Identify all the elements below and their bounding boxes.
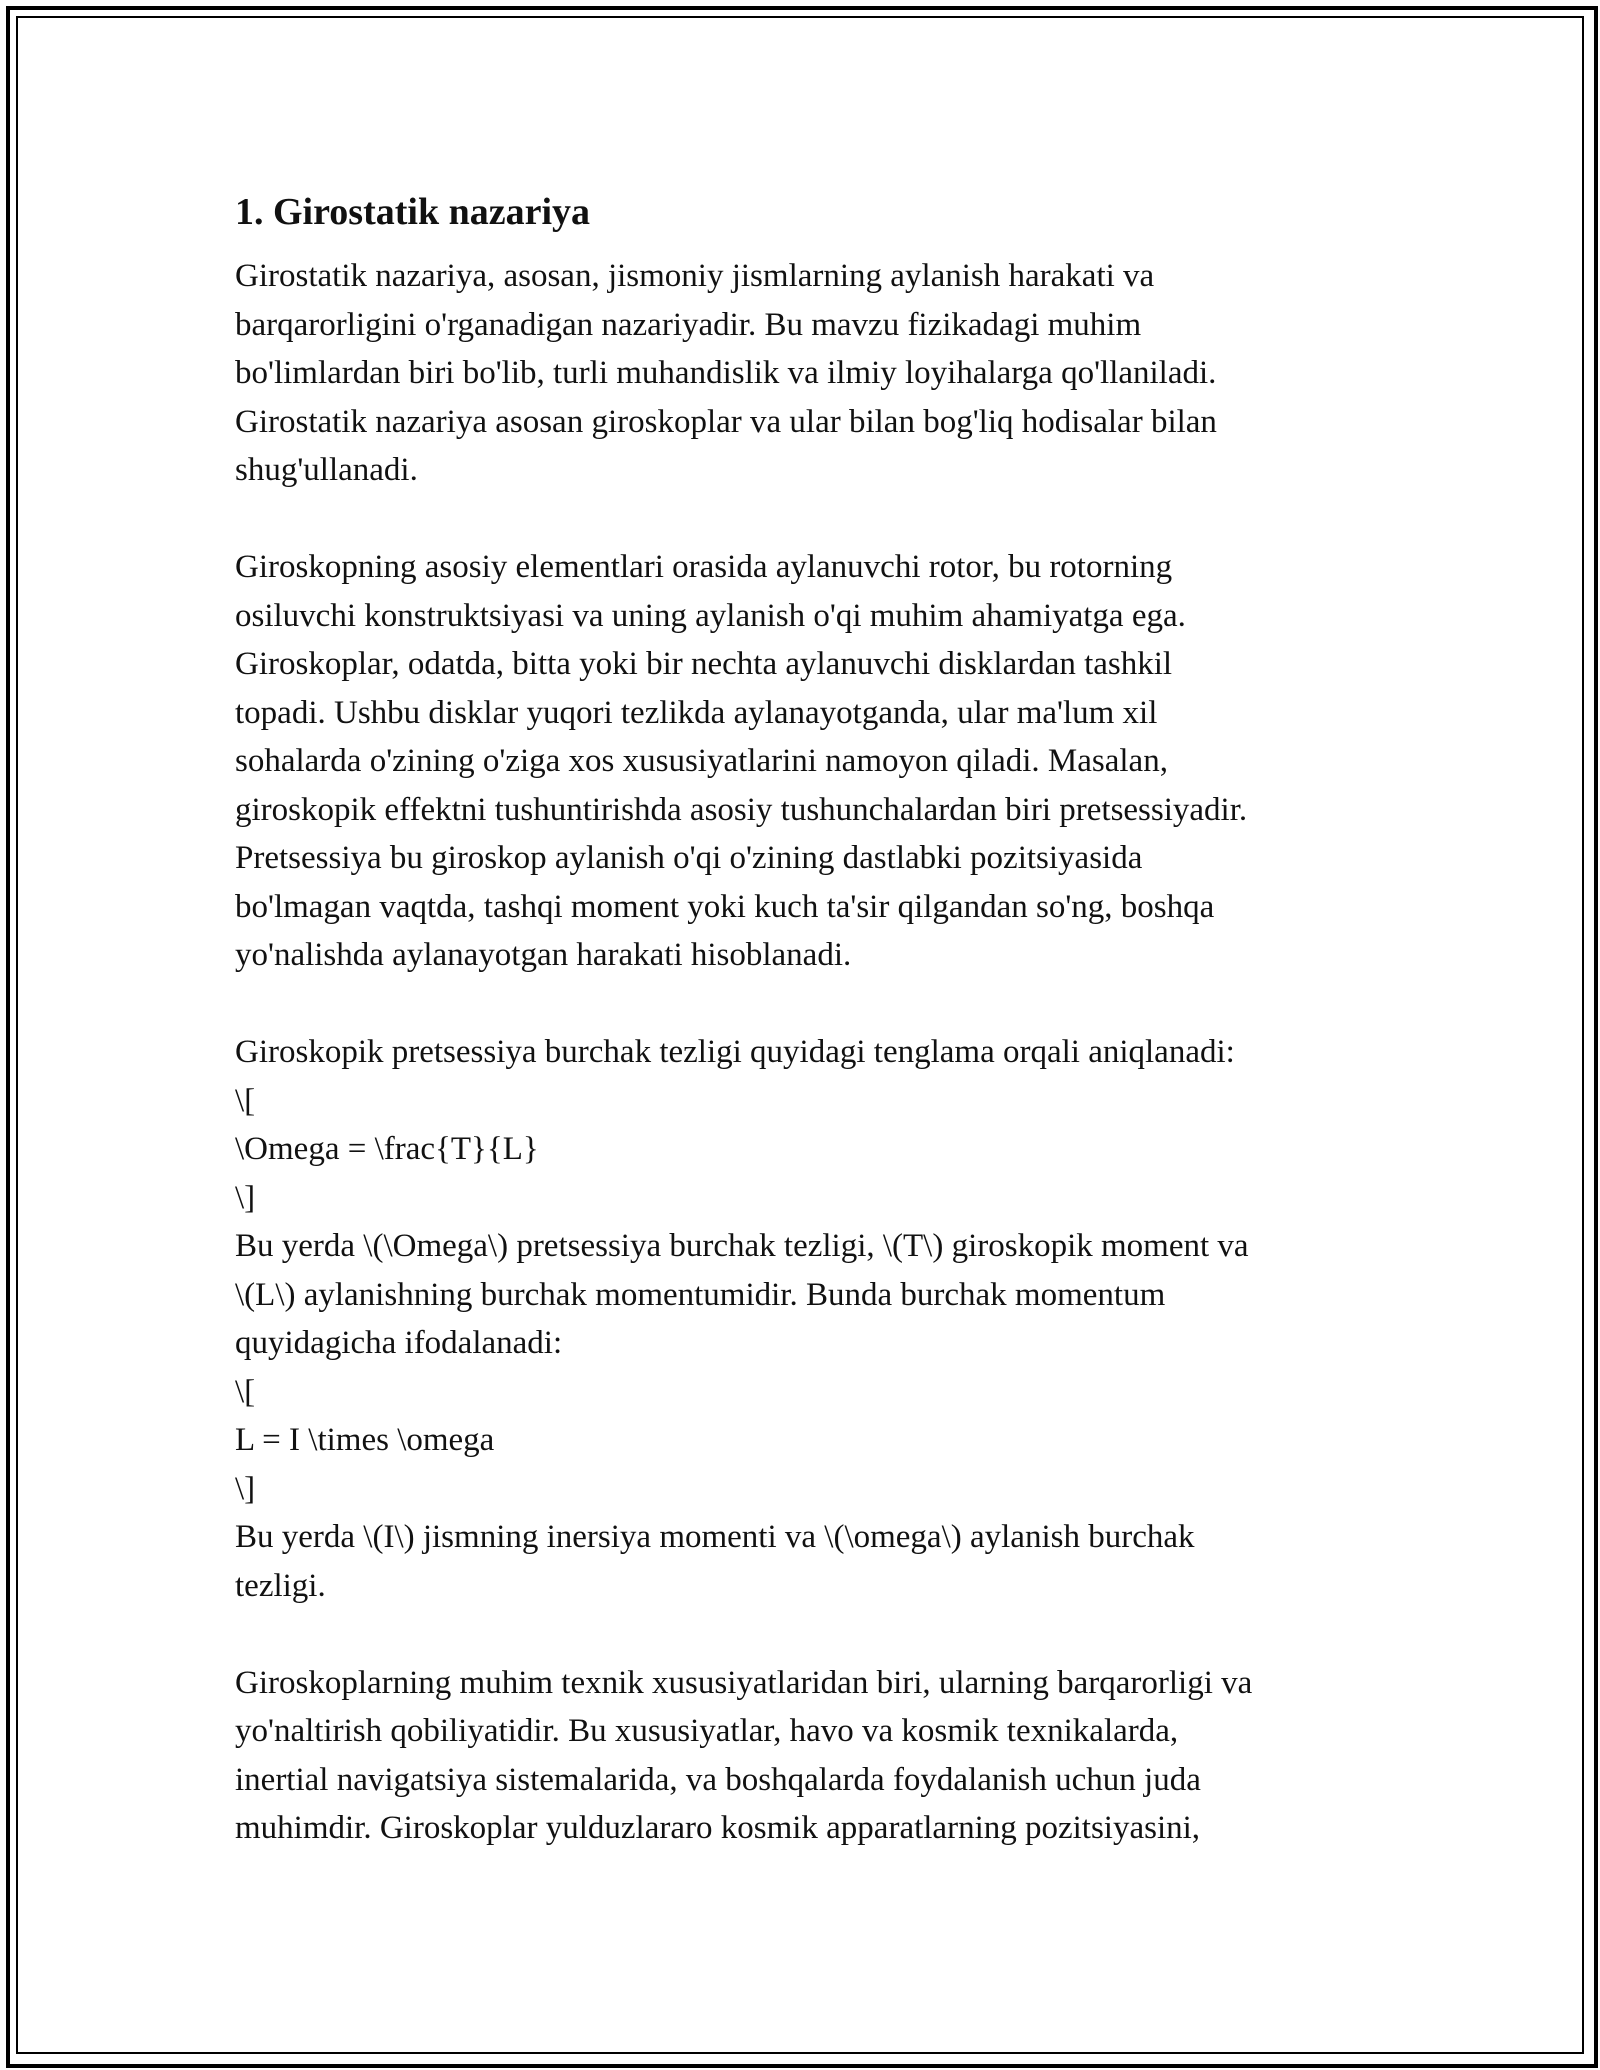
formula-close: \]	[235, 1470, 256, 1507]
text-line: Giroskoplar, odatda, bitta yoki bir nechta aylanuvchi disklardan tashkil	[235, 646, 1173, 682]
text-line: muhimdir. Giroskoplar yulduzlararo kosmik apparatlarning pozitsiyasini,	[235, 1810, 1201, 1846]
text-line: Giroskoplarning muhim texnik xususiyatlaridan biri, ularning barqarorligi va	[235, 1664, 1253, 1701]
text-line: Bu yerda \(\Omega\) pretsessiya burchak tezligi, \(T\) giroskopik moment va	[235, 1228, 1249, 1264]
paragraph-precession-formulas	[235, 1028, 1375, 1610]
text-line: bo'lmagan vaqtda, tashqi moment yoki kuch ta'sir qilgandan so'ng, boshqa	[235, 888, 1215, 925]
text-line: Pretsessiya bu giroskop aylanish o'qi o'zining dastlabki pozitsiyasida	[235, 840, 1143, 876]
paragraph-stability	[235, 1659, 1375, 1853]
text-line: Girostatik nazariya, asosan, jismoniy jismlarning aylanish harakati va	[235, 258, 1155, 294]
text-line: yo'nalishda aylanayotgan harakati hisoblanadi.	[235, 937, 852, 973]
text-line: quyidagicha ifodalanadi:	[235, 1325, 563, 1361]
text-line: giroskopik effektni tushuntirishda asosiy tushunchalardan biri pretsessiyadir.	[235, 791, 1248, 828]
section-heading: 1. Girostatik nazariya	[235, 191, 591, 233]
text-line: bo'limlardan biri bo'lib, turli muhandislik va ilmiy loyihalarga qo'llaniladi.	[235, 355, 1217, 391]
paragraph-intro	[235, 252, 1375, 495]
text-line: \(L\) aylanishning burchak momentumidir. Bunda burchak momentum	[235, 1276, 1166, 1313]
text-line: Giroskopning asosiy elementlari orasida aylanuvchi rotor, bu rotorning	[235, 549, 1173, 585]
document-body	[235, 184, 1375, 1901]
formula-open: \[	[235, 1082, 256, 1119]
text-line: Girostatik nazariya asosan giroskoplar va ular bilan bog'liq hodisalar bilan	[235, 403, 1217, 440]
text-line: tezligi.	[235, 1567, 326, 1604]
text-line: shug'ullanadi.	[235, 452, 418, 488]
text-line: Giroskopik pretsessiya burchak tezligi quyidagi tenglama orqali aniqlanadi:	[235, 1034, 1235, 1070]
text-line: topadi. Ushbu disklar yuqori tezlikda aylanayotganda, ular ma'lum xil	[235, 694, 1158, 731]
text-line: Bu yerda \(I\) jismning inersiya momenti va \(\omega\) aylanish burchak	[235, 1519, 1195, 1555]
text-line: barqarorligini o'rganadigan nazariyadir. Bu mavzu fizikadagi muhim	[235, 306, 1142, 343]
formula-angular-momentum: L = I \times \omega	[235, 1422, 495, 1458]
text-line: osiluvchi konstruktsiyasi va uning aylanish o'qi muhim ahamiyatga ega.	[235, 597, 1186, 634]
formula-close: \]	[235, 1179, 256, 1216]
text-line: inertial navigatsiya sistemalarida, va boshqalarda foydalanish uchun juda	[235, 1761, 1201, 1798]
text-line: yo'naltirish qobiliyatidir. Bu xususiyatlar, havo va kosmik texnikalarda,	[235, 1713, 1179, 1749]
paragraph-gyroscope-elements	[235, 543, 1375, 980]
formula-open: \[	[235, 1373, 256, 1410]
formula-precession: \Omega = \frac{T}{L}	[235, 1131, 539, 1167]
text-line: sohalarda o'zining o'ziga xos xususiyatlarini namoyon qiladi. Masalan,	[235, 743, 1168, 779]
